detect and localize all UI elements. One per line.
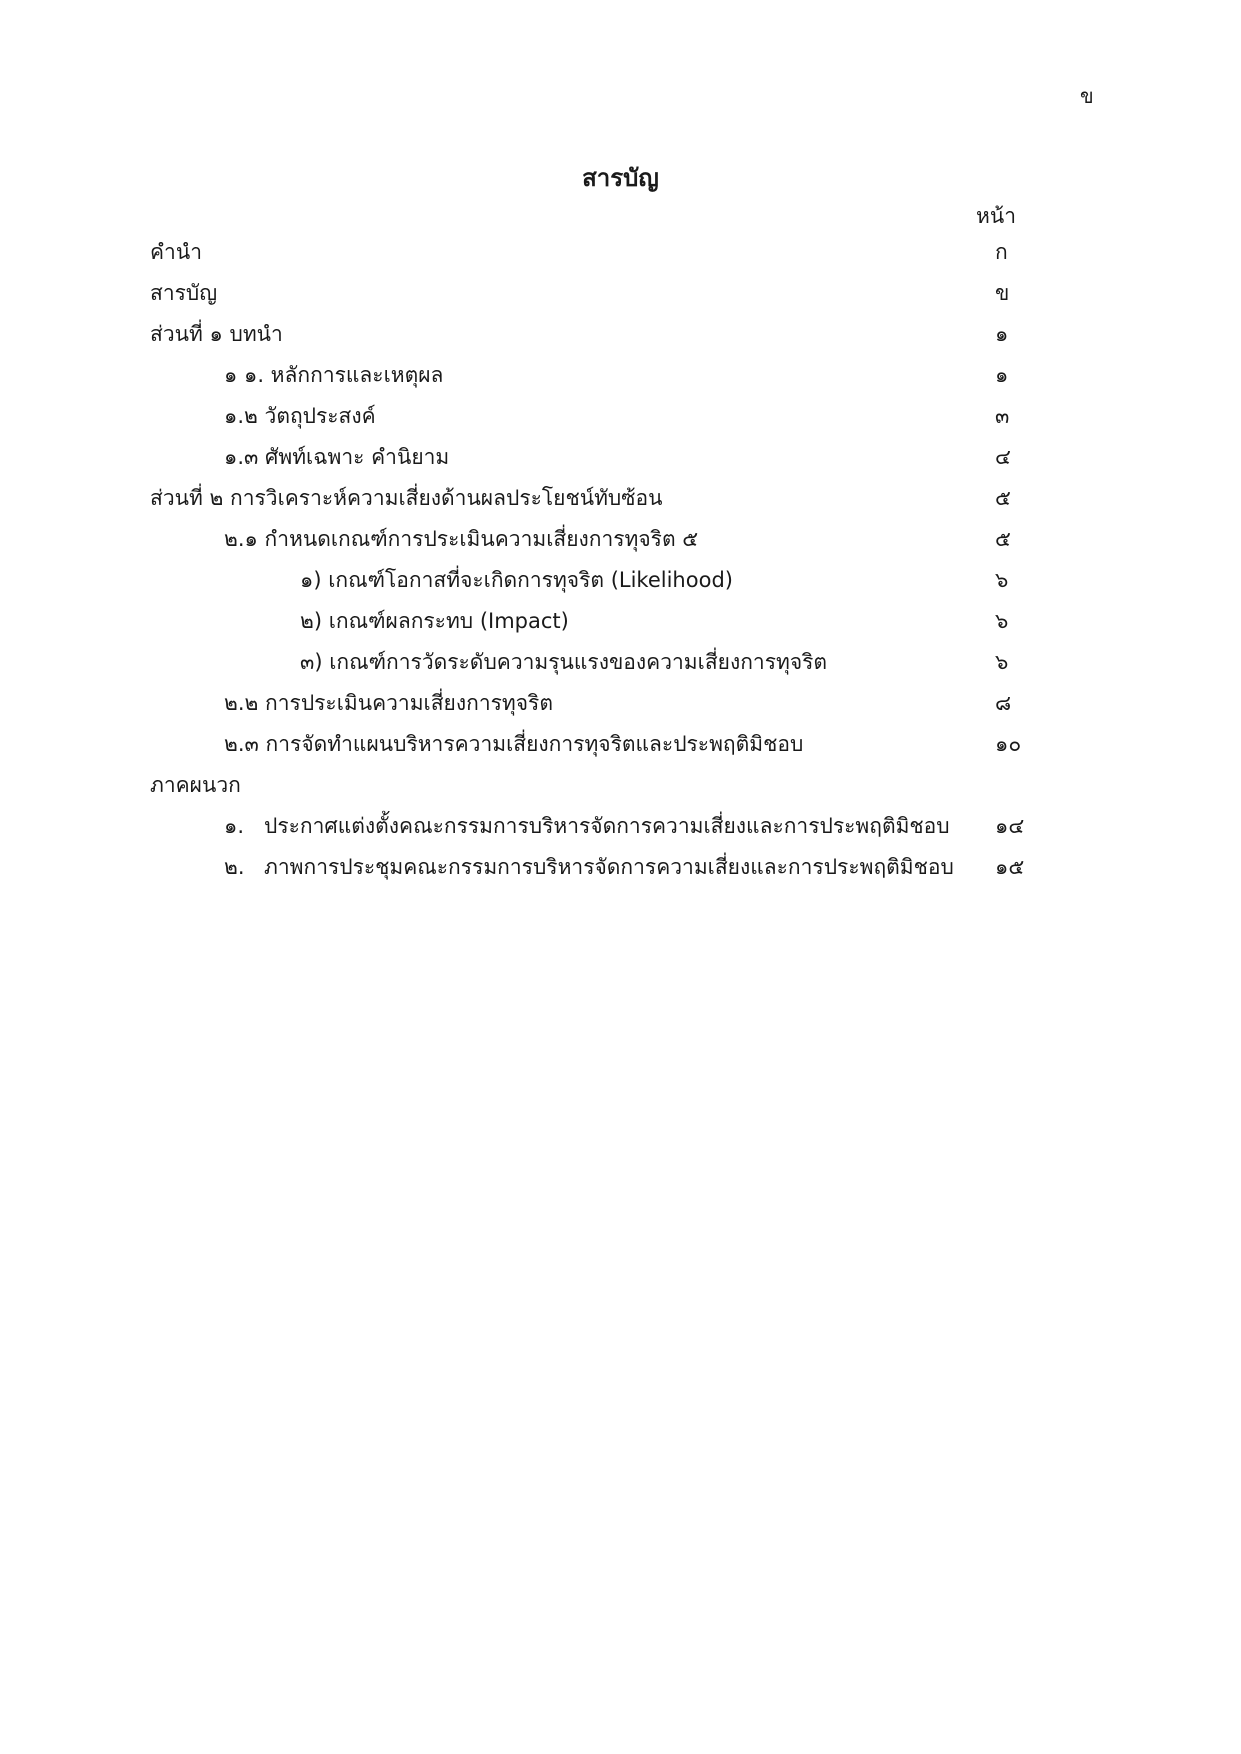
toc-entry-label: ๑.๒ วัตถุประสงค์ [224,404,376,428]
toc-entry [0,314,1241,355]
toc-entry-page: ๑ [995,363,1009,387]
toc-entry [0,683,1241,724]
toc-entry [0,396,1241,437]
toc-entry-label: ๒.๓ การจัดทำแผนบริหารความเสี่ยงการทุจริตและประพฤติมิชอบ [224,732,804,756]
toc-entry-label: ๓) เกณฑ์การวัดระดับความรุนแรงของความเสี่ยงการทุจริต [300,650,828,674]
toc-entry-label: ประกาศแต่งตั้งคณะกรรมการบริหารจัดการความเสี่ยงและการประพฤติมิชอบ [264,814,950,838]
toc-entry-page: ๑๕ [995,855,1025,879]
toc-entry [0,724,1241,765]
toc-entry [0,642,1241,683]
toc-entries [0,232,1241,888]
toc-entry [0,437,1241,478]
toc-appendix-number: ๑. [224,814,245,838]
toc-entry-label: ๑ ๑. หลักการและเหตุผล [224,363,444,387]
toc-entry-page: ๓ [995,404,1010,428]
toc-entry-page: ๑๔ [995,814,1025,838]
toc-entry-page: ข [995,281,1010,305]
toc-entry [0,355,1241,396]
toc-entry [0,478,1241,519]
page-column-header: หน้า [976,204,1016,228]
toc-entry-label: คำนำ [150,240,202,264]
toc-entry-label: ภาคผนวก [150,773,241,797]
toc-entry-page: ๖ [995,609,1009,633]
toc-entry-page: ๑๐ [995,732,1022,756]
toc-entry-page: ๕ [995,527,1011,551]
toc-entry-page: ๖ [995,568,1009,592]
toc-entry-label: สารบัญ [150,281,218,305]
toc-entry [0,519,1241,560]
toc-appendix-number: ๒. [224,855,245,879]
toc-entry-page: ก [995,240,1008,264]
toc-entry-label: ๒.๒ การประเมินความเสี่ยงการทุจริต [224,691,553,715]
toc-entry-page: ๔ [995,445,1011,469]
toc-entry-label: ๑.๓ ศัพท์เฉพาะ คำนิยาม [224,445,450,469]
toc-entry-page: ๑ [995,322,1009,346]
toc-entry-label: ๒.๑ กำหนดเกณฑ์การประเมินความเสี่ยงการทุจริต ๕ [224,527,699,551]
toc-appendix-entry [0,806,1241,847]
toc-entry-label: ส่วนที่ ๑ บทนำ [150,322,283,346]
toc-entry-page: ๖ [995,650,1009,674]
toc-entry [0,601,1241,642]
toc-appendix-entry [0,847,1241,888]
toc-entry-label: ๑) เกณฑ์โอกาสที่จะเกิดการทุจริต (Likelihood) [300,568,733,592]
page-number: ข [1080,84,1094,108]
toc-entry [0,232,1241,273]
toc-entry-label: ภาพการประชุมคณะกรรมการบริหารจัดการความเสี่ยงและการประพฤติมิชอบ [264,855,954,879]
toc-entry [0,560,1241,601]
toc-entry-page: ๘ [995,691,1012,715]
toc-entry-label: ส่วนที่ ๒ การวิเคราะห์ความเสี่ยงด้านผลประโยชน์ทับซ้อน [150,486,663,510]
toc-entry-label: ๒) เกณฑ์ผลกระทบ (Impact) [300,609,569,633]
toc-title: สารบัญ [582,164,659,192]
toc-entry [0,765,1241,806]
toc-entry-page: ๕ [995,486,1011,510]
toc-entry [0,273,1241,314]
